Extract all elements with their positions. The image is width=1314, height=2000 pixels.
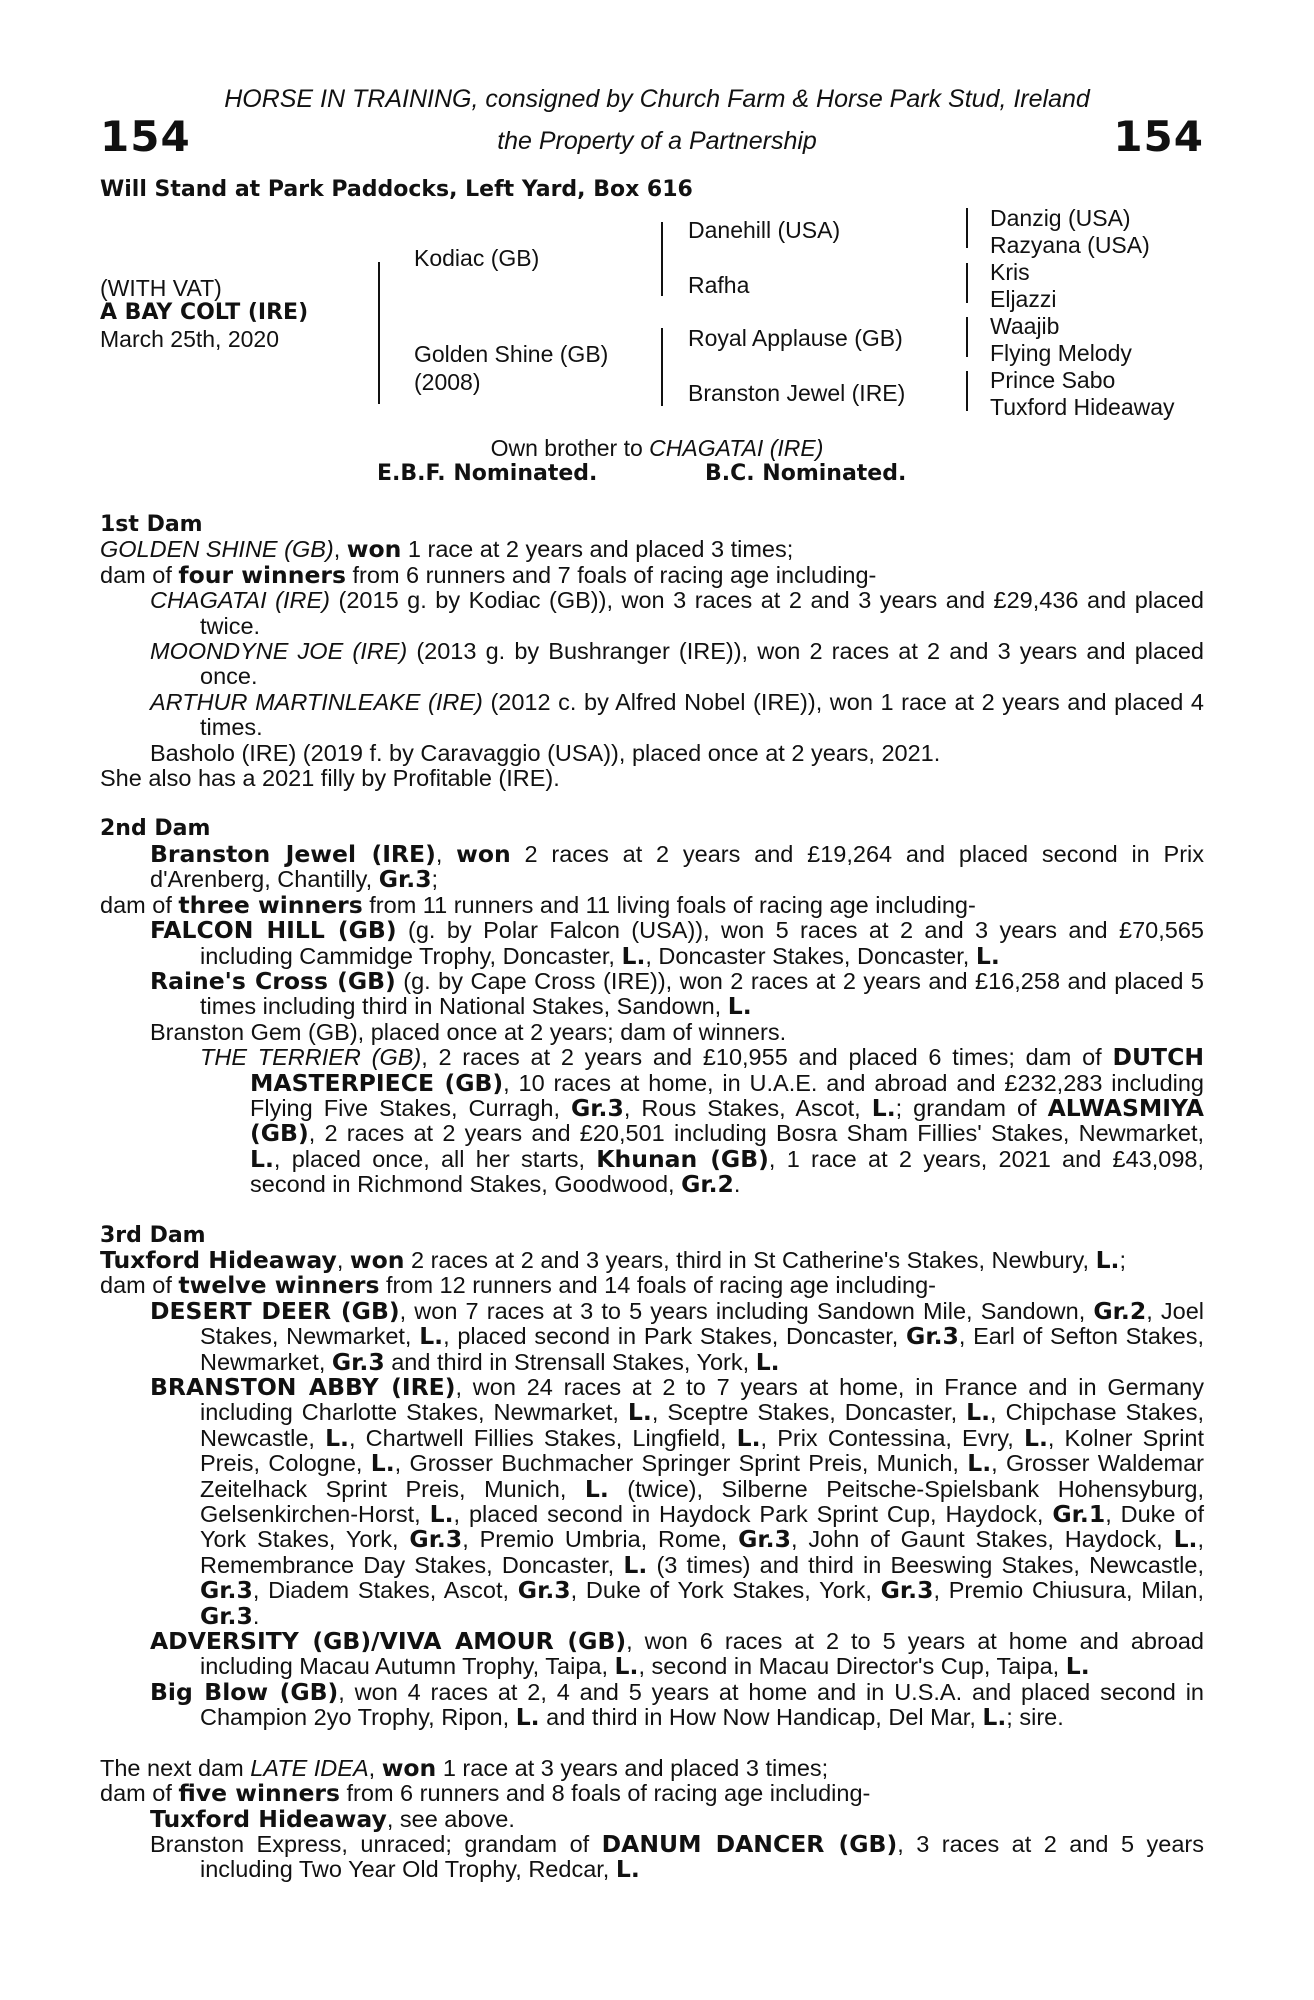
dam-sire: Royal Applause (GB) xyxy=(688,325,903,351)
lot-number-left: 154 xyxy=(100,112,191,161)
gg-ddd: Tuxford Hideaway xyxy=(990,394,1175,420)
next-dam-dam-of: dam of five winners from 6 runners and 8 foals of racing age including- xyxy=(100,1779,871,1808)
lot-number-right: 154 xyxy=(1113,112,1204,161)
gg-bracket-4 xyxy=(966,371,968,411)
first-dam-line: GOLDEN SHINE (GB), won 1 race at 2 years and placed 3 times; xyxy=(100,535,794,564)
progeny-entry: Basholo (IRE) (2019 f. by Caravaggio (USA)), placed once at 2 years, 2021. xyxy=(150,739,941,766)
sire-dam: Rafha xyxy=(688,272,750,298)
progeny-entry: Branston Express, unraced; grandam of DANUM DANCER (GB), 3 races at 2 and 5 years including Two Year Old Trophy, Redcar, L. xyxy=(150,1829,1204,1884)
gg-sds: Kris xyxy=(990,259,1030,285)
gg-bracket-1 xyxy=(966,208,968,248)
progeny-entry: DESERT DEER (GB), won 7 races at 3 to 5 years including Sandown Mile, Sandown, Gr.2, Joel Stakes, Newmarket, L., placed second in Park Stakes, Doncaster, Gr.3, Earl of Sefton Stakes, Newmarket, Gr.3 and third in Strensall Stakes, York, L. xyxy=(150,1296,1204,1376)
gg-bracket-2 xyxy=(966,263,968,303)
progeny-sub-entry: THE TERRIER (GB), 2 races at 2 years and £10,955 and placed 6 times; dam of DUTCH MASTERPIECE (GB), 10 races at home, in U.A.E. and abroad and £232,283 including Flying Five Stakes, Curragh, Gr.3, Rous Stakes, Ascot, L.; grandam of ALWASMIYA (GB), 2 races at 2 years and £20,501 including Bosra Sham Fillies' Stakes, Newmarket, L., placed once, all her starts, Khunan (GB), 1 race at 2 years, 2021 and £43,098, second in Richmond Stakes, Goodwood, Gr.2. xyxy=(200,1043,1205,1199)
dam: Golden Shine (GB) xyxy=(414,341,609,367)
catalogue-body xyxy=(100,512,1204,1883)
first-dam-tail: She also has a 2021 filly by Profitable (IRE). xyxy=(100,765,560,792)
property-line: the Property of a Partnership xyxy=(497,127,817,155)
second-dam-intro xyxy=(100,839,1205,894)
progeny-entry: BRANSTON ABBY (IRE), won 24 races at 2 to 7 years at home, in France and in Germany including Charlotte Stakes, Newmarket, L., Sceptre Stakes, Doncaster, L., Chipchase Stakes, Newcastle, L., Chartwell Fillies Stakes, Lingfield, L., Prix Contessina, Evry, L., Kolner Sprint Preis, Cologne, L., Grosser Buchmacher Springer Sprint Preis, Munich, L., Grosser Waldemar Zeitelhack Sprint Preis, Munich, L. (twice), Silberne Peitsche-Spielsbank Hohensyburg, Gelsenkirchen-Horst, L., placed second in Haydock Park Sprint Cup, Haydock, Gr.1, Duke of York Stakes, York, Gr.3, Premio Umbria, Rome, Gr.3, John of Gaunt Stakes, Haydock, L., Remembrance Day Stakes, Doncaster, L. (3 times) and third in Beeswing Stakes, Newcastle, Gr.3, Diadem Stakes, Ascot, Gr.3, Duke of York Stakes, York, Gr.3, Premio Chiusura, Milan, Gr.3. xyxy=(150,1373,1205,1630)
gg-sdd: Eljazzi xyxy=(990,286,1057,312)
progeny-entry: FALCON HILL (GB) (g. by Polar Falcon (USA)), won 5 races at 2 and 3 years and £70,565 including Cammidge Trophy, Doncaster, L., Doncaster Stakes, Doncaster, L. xyxy=(150,916,1204,970)
sire-sire: Danehill (USA) xyxy=(688,217,841,243)
vat-note: (WITH VAT) xyxy=(100,275,222,301)
own-brother-name: CHAGATAI (IRE) xyxy=(649,435,824,461)
progeny-entry: ARTHUR MARTINLEAKE (IRE) (2012 c. by Alfred Nobel (IRE)), won 1 race at 2 years and placed 4 times. xyxy=(150,688,1204,741)
gg-sss: Danzig (USA) xyxy=(990,205,1131,231)
pedigree-bracket xyxy=(378,262,380,404)
gg-dsd: Flying Melody xyxy=(990,340,1132,366)
progeny-entry: ADVERSITY (GB)/VIVA AMOUR (GB), won 6 races at 2 to 5 years at home and abroad including Macau Autumn Trophy, Taipa, L., second in Macau Director's Cup, Taipa, L. xyxy=(150,1627,1204,1681)
sire: Kodiac (GB) xyxy=(414,245,540,271)
stand-location: Will Stand at Park Paddocks, Left Yard, Box 616 xyxy=(100,177,693,202)
gg-dss: Waajib xyxy=(990,313,1060,339)
first-dam-heading: 1st Dam xyxy=(100,512,203,537)
second-dam-heading: 2nd Dam xyxy=(100,816,211,842)
progeny-entry: Tuxford Hideaway, see above. xyxy=(150,1804,515,1833)
foaling-date: March 25th, 2020 xyxy=(100,326,280,352)
first-dam-line: dam of four winners from 6 runners and 7 foals of racing age including- xyxy=(100,560,877,589)
gg-dds: Prince Sabo xyxy=(990,367,1116,393)
second-dam-intro-text: Branston Jewel (IRE), won 2 races at 2 years and £19,264 and placed second in Prix d'Arenberg, Chantilly, Gr.3; xyxy=(150,839,1205,894)
dam-bracket xyxy=(661,328,663,406)
own-brother-prefix: Own brother to xyxy=(490,435,650,461)
own-brother-note xyxy=(0,435,1314,462)
gg-bracket-3 xyxy=(966,317,968,357)
third-dam-heading: 3rd Dam xyxy=(100,1222,206,1248)
third-dam-intro: Tuxford Hideaway, won 2 races at 2 and 3 years, third in St Catherine's Stakes, Newbury, L.; xyxy=(100,1245,1127,1274)
dam-year: (2008) xyxy=(414,369,481,395)
sire-bracket xyxy=(661,222,663,296)
ebf-nomination: E.B.F. Nominated. xyxy=(377,461,598,486)
progeny-entry: CHAGATAI (IRE) (2015 g. by Kodiac (GB)), won 3 races at 2 and 3 years and £29,436 and placed twice. xyxy=(150,587,1204,639)
second-dam-dam-of: dam of three winners from 11 runners and 11 living foals of racing age including- xyxy=(100,890,976,919)
consignor-line: HORSE IN TRAINING, consigned by Church Farm & Horse Park Stud, Ireland xyxy=(224,85,1090,113)
progeny-entry: Raine's Cross (GB) (g. by Cape Cross (IRE)), won 2 races at 2 years and £16,258 and placed 5 times including third in National Stakes, Sandown, L. xyxy=(150,966,1204,1021)
gg-ssd: Razyana (USA) xyxy=(990,232,1150,258)
next-dam-intro: The next dam LATE IDEA, won 1 race at 3 years and placed 3 times; xyxy=(100,1753,829,1782)
dam-dam: Branston Jewel (IRE) xyxy=(688,380,906,406)
progeny-entry: MOONDYNE JOE (IRE) (2013 g. by Bushranger (IRE)), won 2 races at 2 and 3 years and placed once. xyxy=(150,638,1204,690)
progeny-entry: Branston Gem (GB), placed once at 2 years; dam of winners. xyxy=(150,1018,787,1045)
horse-name: A BAY COLT (IRE) xyxy=(100,300,309,325)
bc-nomination: B.C. Nominated. xyxy=(705,461,907,486)
progeny-entry: Big Blow (GB), won 4 races at 2, 4 and 5 years at home and in U.S.A. and placed second in Champion 2yo Trophy, Ripon, L. and third in How Now Handicap, Del Mar, L.; sire. xyxy=(150,1677,1205,1732)
third-dam-dam-of: dam of twelve winners from 12 runners and 14 foals of racing age including- xyxy=(100,1271,936,1300)
